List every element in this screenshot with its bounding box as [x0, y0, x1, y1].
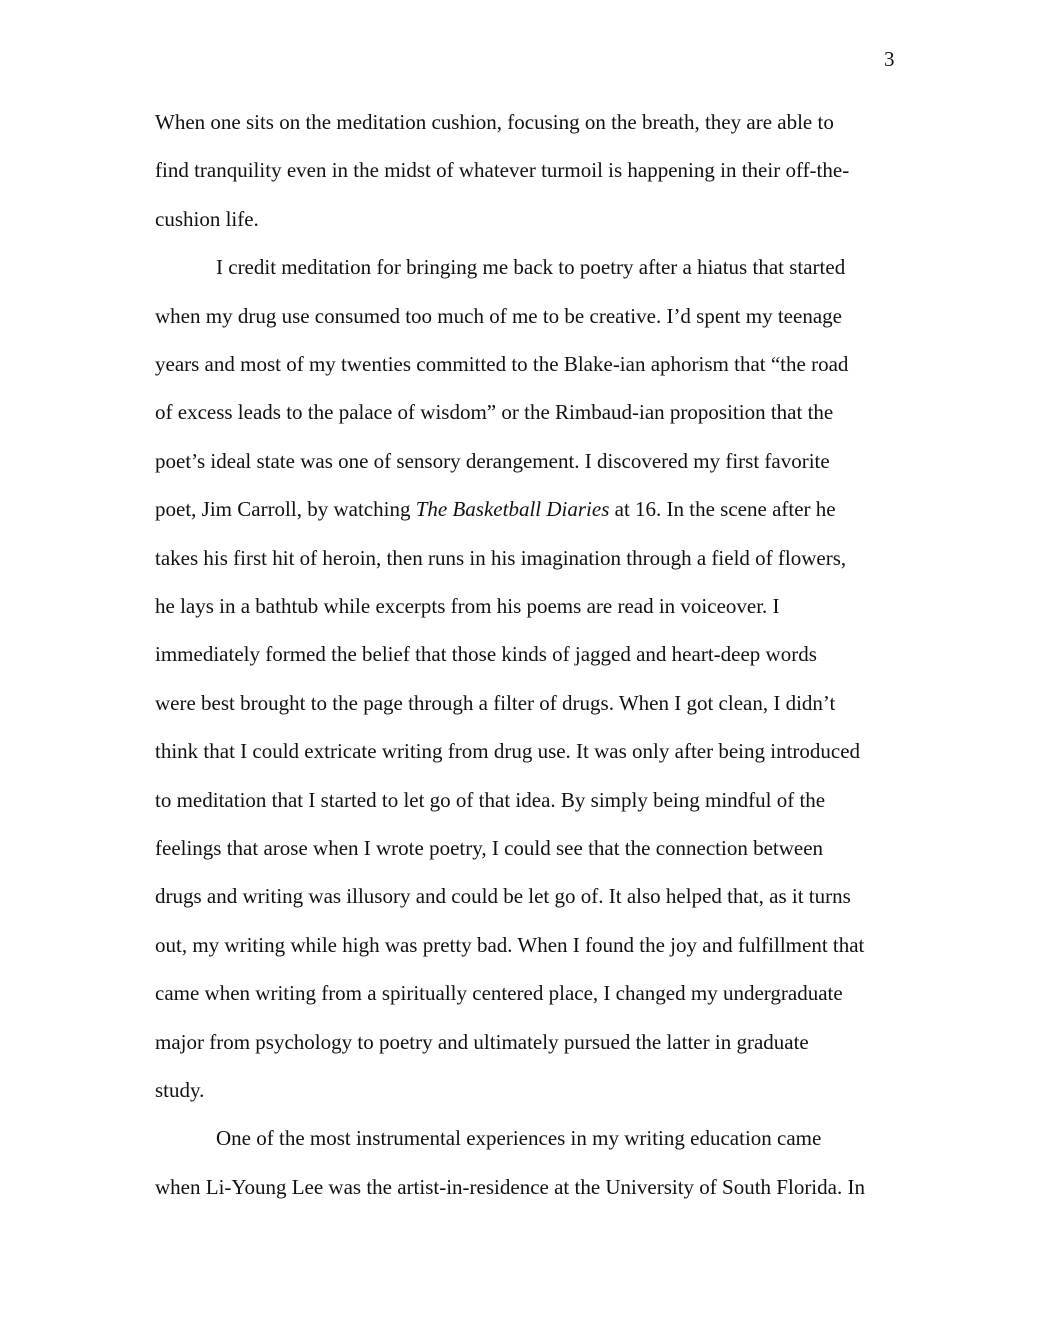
text-line — [155, 836, 823, 860]
text-segment: think that I could extricate writing from drug use. It was only after being introduced — [155, 739, 861, 764]
text-line — [155, 642, 817, 666]
text-segment: poet, Jim Carroll, by watching — [155, 497, 416, 522]
text-line — [155, 933, 864, 957]
text-segment: poet’s ideal state was one of sensory derangement. I discovered my first favorite — [155, 448, 830, 473]
text-line — [155, 400, 833, 424]
text-line — [155, 1030, 809, 1054]
text-line — [155, 158, 849, 182]
text-line — [155, 1078, 204, 1102]
text-line — [155, 497, 836, 521]
text-line — [216, 1126, 821, 1150]
text-segment: of excess leads to the palace of wisdom” or the Rimbaud-ian proposition that the — [155, 400, 834, 425]
text-line — [155, 449, 830, 473]
text-segment: when Li-Young Lee was the artist-in-residence at the University of South Florida. In — [155, 1174, 865, 1199]
page-number: 3 — [884, 47, 895, 71]
text-line — [155, 352, 848, 376]
text-line — [155, 981, 843, 1005]
text-segment: takes his first hit of heroin, then runs in his imagination through a field of flowers, — [155, 545, 847, 570]
text-segment: drugs and writing was illusory and could be let go of. It also helped that, as it turns — [155, 884, 851, 909]
text-line — [216, 255, 845, 279]
text-segment: find tranquility even in the midst of whatever turmoil is happening in their off-the- — [155, 158, 850, 183]
text-segment: to meditation that I started to let go of that idea. By simply being mindful of the — [155, 787, 826, 812]
text-line — [155, 884, 851, 908]
text-segment: immediately formed the belief that those kinds of jagged and heart-deep words — [155, 642, 817, 667]
text-segment: years and most of my twenties committed to the Blake-ian aphorism that “the road — [155, 352, 849, 376]
text-segment: One of the most instrumental experiences in my writing education came — [216, 1126, 822, 1151]
text-line — [155, 207, 259, 231]
text-segment: study. — [155, 1078, 205, 1102]
text-line — [155, 1175, 865, 1199]
text-segment: major from psychology to poetry and ultimately pursued the latter in graduate — [155, 1029, 809, 1054]
text-line — [155, 546, 846, 570]
text-segment: came when writing from a spiritually centered place, I changed my undergraduate — [155, 981, 843, 1006]
italic-title: The Basketball Diaries — [415, 497, 610, 522]
text-segment: I credit meditation for bringing me back to poetry after a hiatus that started — [216, 255, 846, 280]
text-segment: when my drug use consumed too much of me to be creative. I’d spent my teenage — [155, 303, 842, 328]
text-segment: When one sits on the meditation cushion, focusing on the breath, they are able to — [155, 110, 834, 134]
text-segment: out, my writing while high was pretty bad. When I found the joy and fulfillment that — [155, 932, 865, 957]
text-segment: were best brought to the page through a filter of drugs. When I got clean, I didn’t — [155, 690, 836, 715]
text-segment: cushion life. — [155, 206, 259, 231]
text-line — [155, 110, 834, 134]
text-line — [155, 594, 780, 618]
text-segment: he lays in a bathtub while excerpts from his poems are read in voiceover. I — [155, 594, 780, 618]
text-line — [155, 304, 842, 328]
text-line — [155, 691, 835, 715]
text-segment: feelings that arose when I wrote poetry, I could see that the connection between — [155, 836, 824, 860]
text-line — [155, 788, 825, 812]
text-line — [155, 739, 860, 763]
text-segment: at 16. In the scene after he — [609, 497, 836, 522]
